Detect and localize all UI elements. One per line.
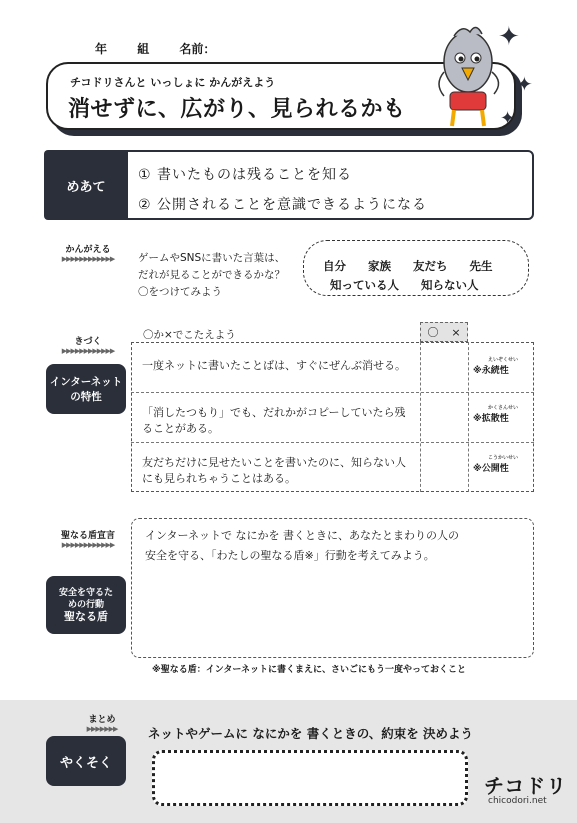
term-ruby: かくさんせい (487, 405, 518, 411)
people-row-1 (323, 258, 493, 274)
brand-url: chicodori.net (488, 796, 547, 806)
arrows-icon: ▶▶▶▶▶▶▶▶▶▶▶▶ (61, 541, 115, 549)
goal-item-2: ② 公開されることを意識できるようになる (138, 197, 427, 213)
answer-cell-1[interactable] (421, 343, 467, 391)
cross-symbol: × (451, 325, 461, 339)
term-ruby: えいぞくせい (487, 357, 518, 363)
table-row-2-text: 「消したつもり」でも、だれかがコピーしていたら残ることがある。 (142, 406, 406, 435)
question-line: ゲームやSNSに書いた言葉は、 (138, 252, 286, 264)
think-question (138, 250, 308, 301)
page-subtitle: チコドリさんと いっしょに かんがえよう (70, 76, 276, 89)
choice-known-people[interactable]: 知っている人 (330, 278, 399, 292)
table-divider (131, 392, 534, 393)
arrows-icon: ▶▶▶▶▶▶▶ (86, 725, 118, 733)
table-row-3-text: 友だちだけに見せたいことを書いたのに、知らない人にも見られちゃうことはある。 (142, 456, 406, 485)
arrows-icon: ▶▶▶▶▶▶▶▶▶▶▶▶ (61, 347, 115, 355)
notice-label (48, 334, 128, 355)
term-text: ※公開性 (473, 464, 509, 474)
term-publicity (473, 454, 533, 474)
sparkle-icon: ✦ (500, 108, 516, 129)
promise-writing-area[interactable] (152, 750, 468, 806)
goal-item-1: ① 書いたものは残ることを知る (138, 167, 353, 183)
declaration-line: インターネットで なにかを 書くときに、あなたとまわりの人の (145, 529, 460, 542)
summary-label-text: まとめ (88, 715, 116, 725)
answer-cell-3[interactable] (421, 443, 467, 491)
name-label: 名前： (179, 42, 216, 56)
summary-label (72, 712, 132, 733)
sparkle-icon: ✦ (498, 22, 520, 52)
declaration-label-text: 聖なる盾宣言 (60, 531, 115, 541)
page-title: 消せずに、広がり、見られるかも (68, 97, 406, 122)
choice-strangers[interactable]: 知らない人 (421, 278, 479, 292)
year-label: 年 (95, 42, 108, 56)
goal-tag: めあて (44, 150, 128, 220)
think-label-text: かんがえる (65, 245, 111, 255)
declaration-label (48, 528, 128, 549)
table-row-1-text: 一度ネットに書いたことばは、すぐにぜんぶ消せる。 (142, 359, 406, 372)
people-row-2 (330, 277, 479, 293)
promise-tag: やくそく (46, 736, 126, 786)
declaration-text (145, 526, 525, 566)
term-ruby: こうかいせい (487, 455, 518, 461)
declaration-line: 安全を守る、「わたしの聖なる盾※」行動を考えてみよう。 (145, 549, 435, 562)
choice-teacher[interactable]: 先生 (469, 259, 493, 273)
term-text: ※永続性 (473, 366, 509, 376)
sparkle-icon: ✦ (516, 72, 533, 96)
tag-line: 安全を守るための行動 (58, 588, 113, 610)
answer-cell-2[interactable] (421, 393, 467, 441)
footnote: ※聖なる盾：インターネットに書くまえに、さいごにもう一度やっておくこと (152, 665, 466, 675)
choice-family[interactable]: 家族 (368, 259, 391, 273)
choice-friends[interactable]: 友だち (413, 259, 448, 273)
question-line: だれが見ることができるかな？ (138, 269, 285, 281)
name-fields (95, 40, 241, 57)
mascot-bird-icon (432, 22, 508, 134)
table-divider (468, 342, 469, 492)
internet-traits-tag: インターネットの特性 (46, 364, 126, 414)
ox-instruction: 〇か×でこたえよう (143, 329, 236, 341)
holy-shield-tag (46, 576, 126, 634)
term-permanence (473, 356, 533, 376)
choice-self[interactable]: 自分 (323, 259, 346, 273)
table-divider (131, 442, 534, 443)
tag-line: 聖なる盾 (64, 610, 108, 623)
term-text: ※拡散性 (473, 414, 509, 424)
class-label: 組 (137, 42, 150, 56)
brand-logo: チコドリ (484, 774, 568, 798)
term-spread (473, 404, 533, 424)
circle-symbol: 〇 (427, 326, 439, 339)
arrows-icon: ▶▶▶▶▶▶▶▶▶▶▶▶ (61, 255, 115, 263)
notice-label-text: きづく (74, 337, 102, 347)
think-label (48, 242, 128, 263)
question-line: 〇をつけてみよう (138, 286, 222, 298)
ox-header (420, 322, 468, 342)
promise-prompt: ネットやゲームに なにかを 書くときの、約束を 決めよう (148, 726, 474, 741)
